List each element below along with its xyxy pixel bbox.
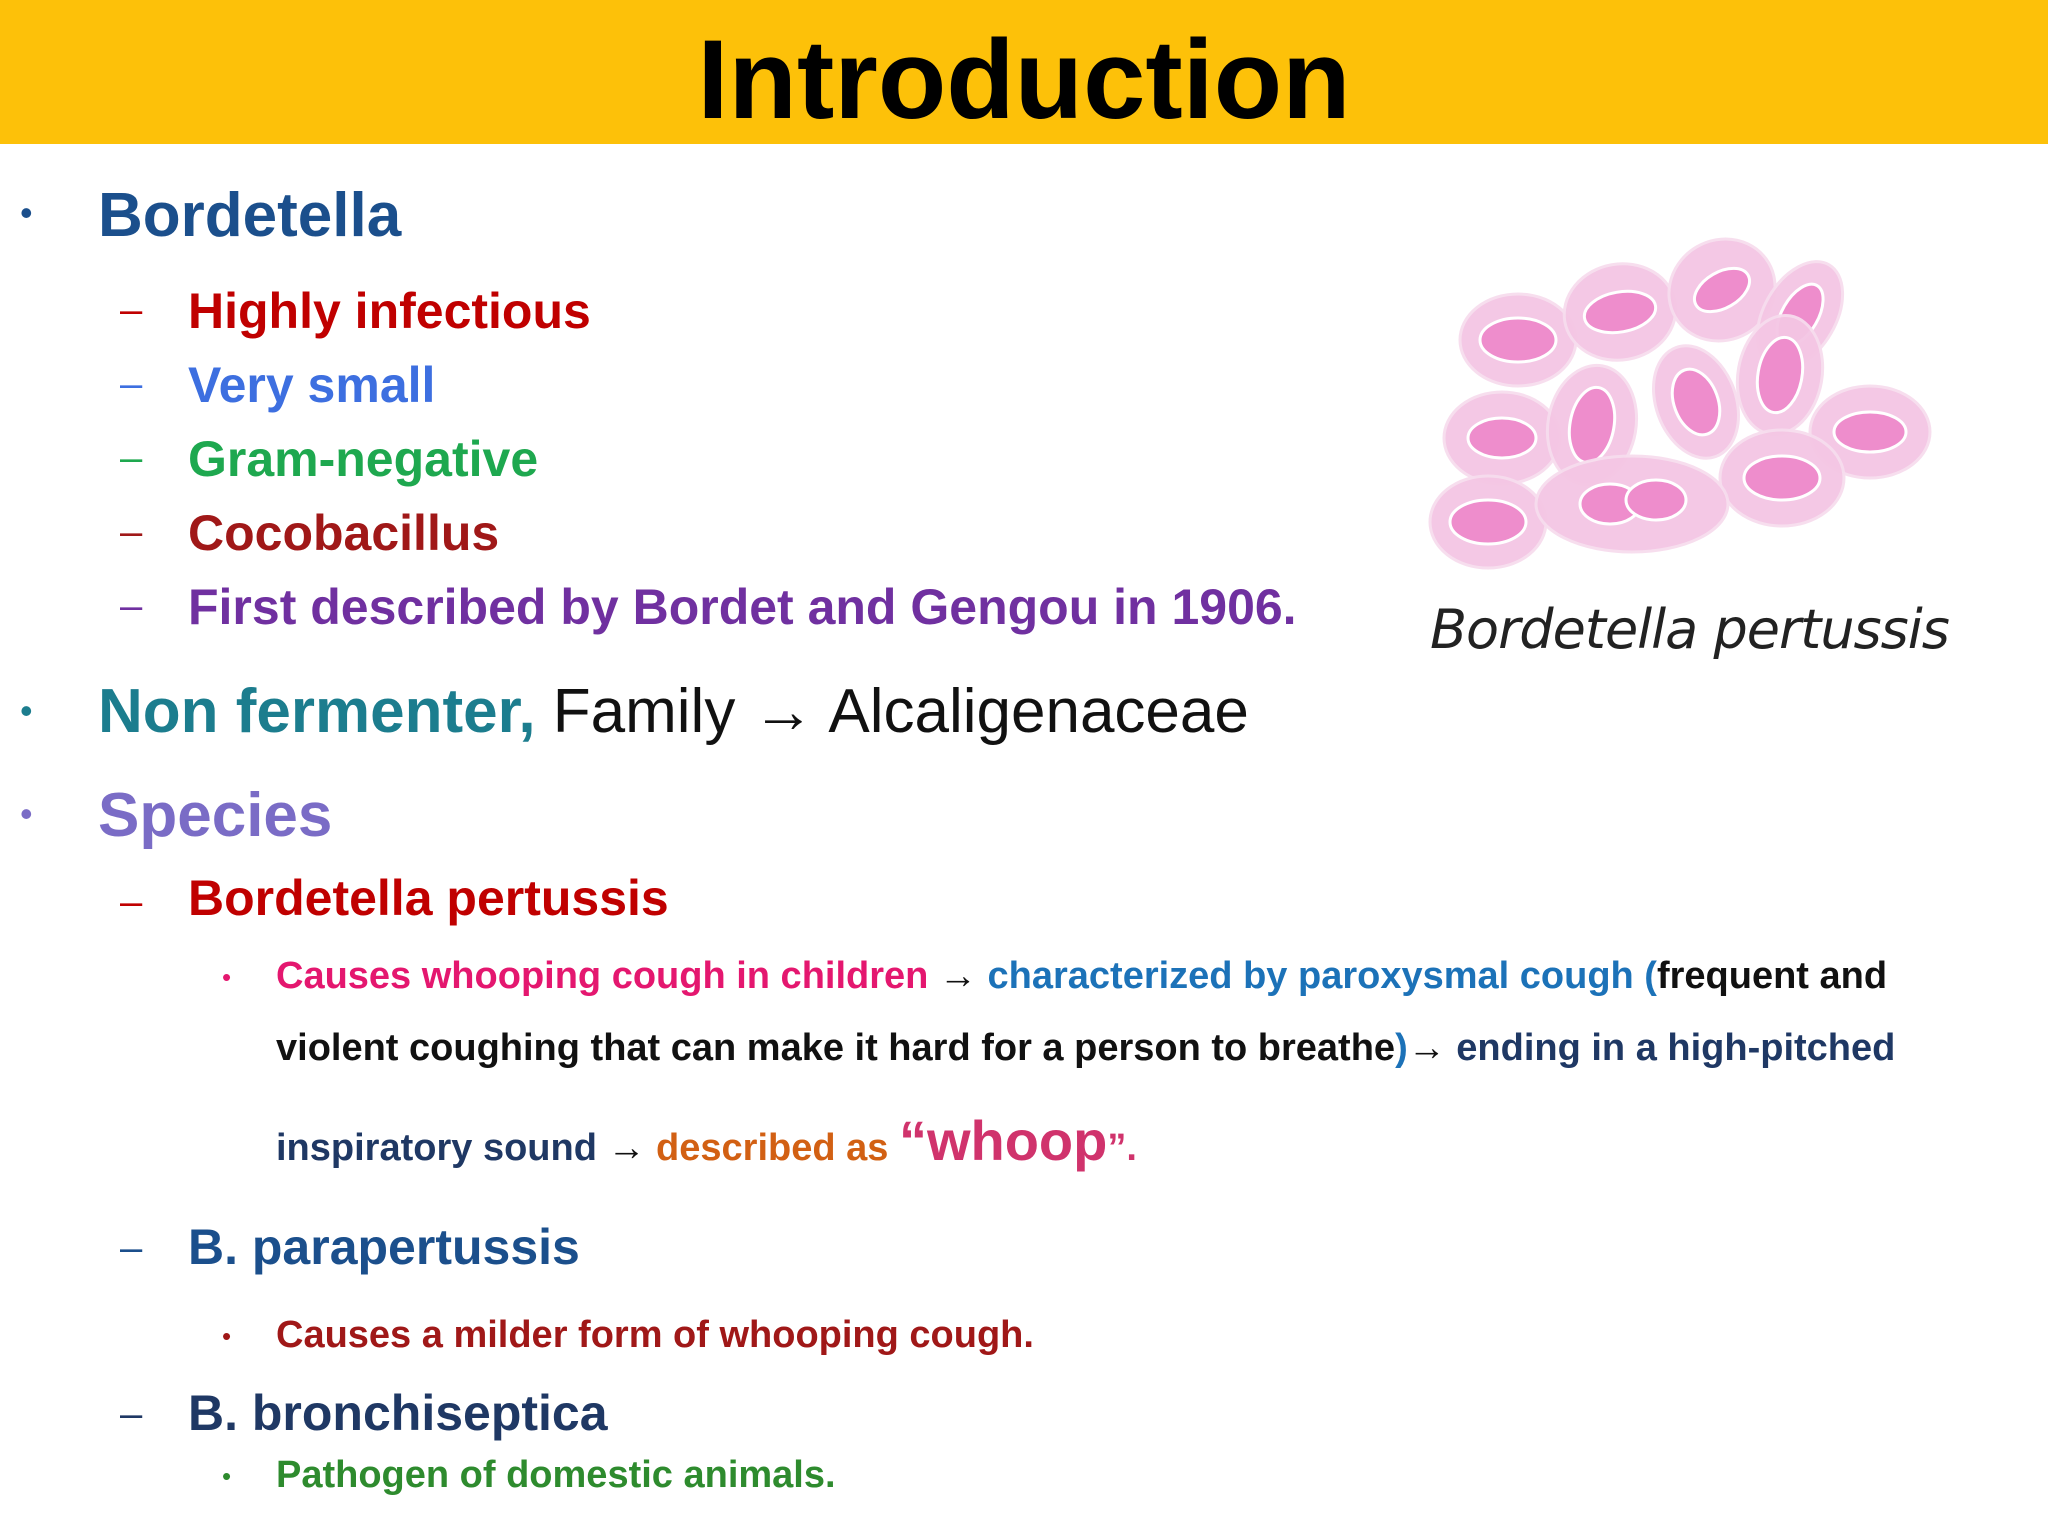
bullet-icon: • <box>20 690 33 731</box>
pertussis-desc-line1 <box>276 955 1887 998</box>
quote-open: “ <box>898 1109 927 1172</box>
bacteria-illustration <box>1420 220 1940 580</box>
bacterium-core <box>1468 418 1536 458</box>
bacterium-core <box>1626 480 1686 520</box>
bacteria-cells <box>1430 220 1930 568</box>
non-fermenter-line <box>98 676 1249 747</box>
desc-part: characterized by paroxysmal cough ( <box>987 955 1657 997</box>
bullet-icon: • <box>222 962 232 992</box>
pertussis-desc-line3 <box>276 1108 1137 1173</box>
parapertussis-name: B. parapertussis <box>188 1219 580 1275</box>
dash-icon: – <box>120 1392 143 1436</box>
bordetella-item: Cocobacillus <box>188 505 500 561</box>
quote-close: ”. <box>1107 1127 1137 1169</box>
species-heading: Species <box>98 781 333 850</box>
pertussis-name: Bordetella pertussis <box>188 870 669 926</box>
bacterium-core <box>1834 412 1906 452</box>
bordetella-item: Gram-negative <box>188 431 539 487</box>
slide-title: Introduction <box>697 17 1351 142</box>
bordetella-item: Very small <box>188 357 436 413</box>
desc-part: frequent and <box>1656 955 1888 997</box>
desc-part: described as <box>656 1127 899 1169</box>
bacterium-core <box>1744 456 1820 500</box>
desc-part: Causes whooping cough in children <box>276 955 929 997</box>
bronchiseptica-desc: Pathogen of domestic animals. <box>276 1454 836 1496</box>
bordetella-item: First described by Bordet and Gengou in 1906. <box>188 579 1297 635</box>
dash-icon: – <box>120 880 143 924</box>
parapertussis-desc: Causes a milder form of whooping cough. <box>276 1314 1034 1356</box>
desc-part: inspiratory sound <box>276 1127 597 1169</box>
bordetella-item: Highly infectious <box>188 283 591 339</box>
dash-icon: – <box>120 362 143 406</box>
whoop-word: whoop <box>926 1109 1108 1172</box>
non-fermenter-lead: Non fermenter, <box>98 677 536 746</box>
dash-icon: – <box>120 584 143 628</box>
family-text: Family → Alcaligenaceae <box>535 677 1249 746</box>
figure-caption: Bordetella pertussis <box>1430 598 1949 661</box>
desc-part: ) <box>1395 1027 1408 1069</box>
bordetella-heading: Bordetella <box>98 181 402 250</box>
bacterium-core <box>1480 318 1556 362</box>
bullet-icon: • <box>20 793 33 834</box>
dash-icon: – <box>120 1226 143 1270</box>
bullet-icon: • <box>222 1461 232 1491</box>
bullet-icon: • <box>222 1321 232 1351</box>
arrow-text: → <box>1407 1027 1457 1069</box>
bacterium-core <box>1450 500 1526 544</box>
arrow-text: → <box>928 955 988 997</box>
dash-icon: – <box>120 510 143 554</box>
arrow-text: → <box>596 1127 657 1169</box>
desc-part: violent coughing that can make it hard for a person to breathe <box>276 1027 1396 1069</box>
bullet-icon: • <box>20 192 33 233</box>
desc-part: ending in a high-pitched <box>1456 1027 1896 1069</box>
dash-icon: – <box>120 288 143 332</box>
dash-icon: – <box>120 436 143 480</box>
pertussis-desc-line2 <box>276 1027 1895 1070</box>
bronchiseptica-name: B. bronchiseptica <box>188 1385 608 1441</box>
